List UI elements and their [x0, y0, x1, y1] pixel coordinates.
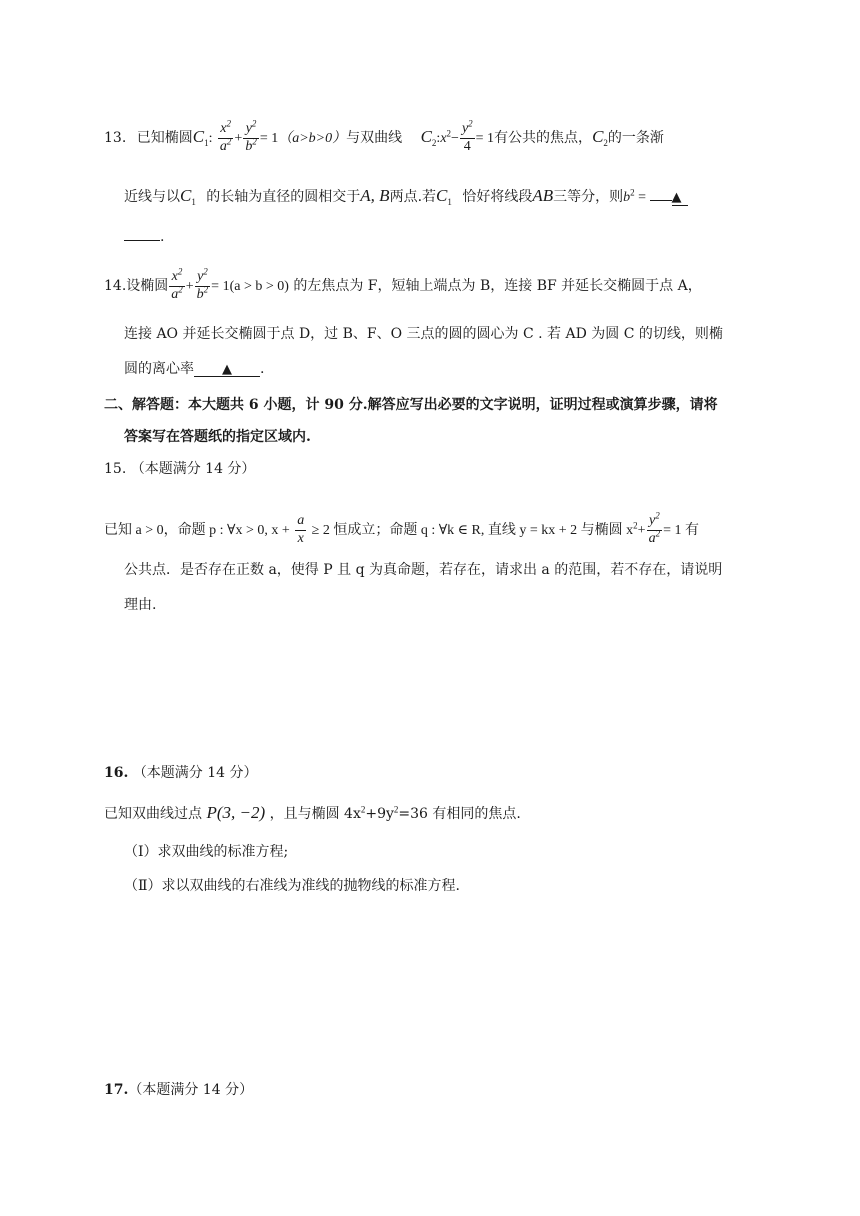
q17-header-rest: （本题满分 14 分）: [128, 1082, 254, 1098]
q13-line3: [124, 226, 164, 244]
equals: =: [634, 190, 650, 205]
q16-line1-d: =36 有相同的焦点.: [398, 806, 521, 822]
q16-part1: [124, 845, 288, 859]
answer-blank-13b: [124, 226, 160, 241]
c2-subscript: 2: [431, 137, 437, 148]
q13-intro: 已知椭圆: [136, 130, 193, 147]
plus: +: [234, 131, 243, 147]
q14-y2-over-b2: $\frac{y^2}{b^2}$: [196, 266, 209, 302]
minus: −: [451, 131, 459, 147]
exp-2: 2: [446, 128, 452, 139]
q16-line1-c: +9y: [365, 806, 394, 822]
points-ab: A, B: [360, 186, 390, 205]
c2-symbol: C: [420, 127, 432, 147]
section2-line2: [124, 430, 311, 444]
q14-end: .: [260, 361, 265, 377]
q15-line1-d: = 1 有: [663, 523, 699, 539]
colon: :: [208, 131, 213, 147]
q13-tail1b: 的一条渐: [607, 130, 664, 147]
q16-header: [104, 766, 258, 780]
q15-line3-text: 理由.: [124, 597, 157, 613]
section2-heading: 二、解答题：本大题共 6 小题，计 90 分.解答应写出必要的文字说明，证明过程或演算步骤，请将: [104, 397, 718, 413]
c1-subscript-3: 1: [447, 196, 452, 207]
section2-heading-2: 答案写在答题纸的指定区域内.: [124, 429, 311, 445]
c1-subscript: 1: [204, 137, 209, 148]
q15-line1-b: ≥ 2 恒成立；命题 q : ∀k ∈ R, 直线 y = kx + 2 与椭圆 x: [311, 523, 634, 539]
colon-2: :: [436, 131, 441, 147]
q13-end: .: [160, 229, 165, 245]
x2-over-a2: $\frac{x^2}{a^2}$: [219, 118, 232, 154]
q16-header-rest: （本题满分 14 分）: [132, 765, 258, 781]
q13-line2-c: 两点.若: [389, 189, 437, 205]
c2-symbol-2: C: [592, 127, 604, 147]
q13-number: 13.: [104, 130, 127, 147]
q17-number: 17.: [104, 1082, 129, 1098]
q15-line1-a: 已知 a > 0，命题 p : ∀x > 0, x +: [104, 523, 290, 539]
equals-one: = 1: [259, 131, 279, 147]
q14-intro: 设椭圆: [126, 278, 169, 295]
section2-line1: [104, 398, 718, 412]
q13-line2-e: 三等分，则: [553, 189, 624, 205]
c1-symbol: C: [192, 127, 205, 147]
hyperbola-intro: 与双曲线: [346, 130, 403, 147]
q16-line1-b: ，且与椭圆 4x: [269, 806, 361, 822]
q13-condition: （a>b>0）: [278, 131, 347, 147]
q15-plus: +: [637, 523, 646, 539]
q16-part1-text: （Ⅰ）求双曲线的标准方程;: [124, 844, 289, 860]
c1-symbol-3: C: [436, 186, 448, 205]
q14-condition: = 1(a > b > 0): [211, 279, 289, 295]
q15-line2-text: 公共点．是否存在正数 a，使得 P 且 q 为真命题，若存在，请求出 a 的范围，若不存在，请说明: [124, 562, 723, 578]
b-var: b: [623, 190, 631, 205]
q14-plus: +: [185, 279, 194, 295]
q13-line2-a: 近线与以: [124, 189, 180, 205]
y2-over-b2: $\frac{y^2}{b^2}$: [245, 118, 257, 154]
answer-blank-13a: [650, 186, 672, 201]
q13-line2-b: 的长轴为直径的圆相交于: [206, 189, 361, 205]
q16-part2: [124, 879, 460, 893]
c1-symbol-2: C: [180, 186, 192, 205]
q13-tail1: 有公共的焦点，: [494, 130, 593, 147]
q14-x2-over-a2: $\frac{x^2}{a^2}$: [171, 266, 183, 302]
q16-line1-a: 已知双曲线过点: [104, 806, 202, 822]
q16-part2-text: （Ⅱ）求以双曲线的右准线为准线的抛物线的标准方程.: [124, 878, 460, 894]
q14-line2-text: 连接 AO 并延长交椭圆于点 D，过 B、F、O 三点的圆的圆心为 C . 若 AD 为圆 C 的切线，则椭: [124, 326, 723, 342]
q15-header: [104, 462, 255, 476]
q13-line1: [104, 118, 664, 154]
q15-header-text: 15. （本题满分 14 分）: [104, 461, 256, 477]
q16-line1: [104, 804, 521, 821]
q14-line1: [104, 266, 702, 302]
y2-over-4: $\frac{y^2}{4}$: [461, 118, 473, 154]
triangle-marker-13: ▲: [672, 191, 688, 206]
q15-x-exp: 2: [633, 520, 638, 531]
q15-a-over-x: $\frac{a}{x}$: [297, 513, 305, 546]
q15-line1: [104, 510, 699, 546]
q13-line2-d: 恰好将线段: [462, 189, 533, 205]
q14-line2: [124, 327, 723, 341]
c2-subscript-2: 2: [603, 137, 608, 148]
point-p: P(3, −2): [206, 803, 266, 822]
q14-line1-rest: 的左焦点为 F，短轴上端点为 B，连接 BF 并延长交椭圆于点 A，: [293, 278, 702, 295]
x-var: x: [440, 131, 447, 147]
q15-line3: [124, 598, 156, 612]
q14-line3: [124, 362, 264, 377]
segment-ab: AB: [532, 186, 554, 205]
equals-one-2: = 1: [475, 131, 495, 147]
q16-y-exp: 2: [393, 804, 399, 815]
answer-blank-14: [194, 362, 260, 377]
q16-number: 16.: [104, 765, 129, 781]
q17-header: [104, 1083, 253, 1097]
b-exp: 2: [630, 187, 635, 198]
q14-number: 14.: [104, 278, 127, 295]
q13-line2: [124, 186, 688, 206]
q15-y2-over-a2: $\frac{y^2}{a^2}$: [648, 510, 661, 546]
q14-line3-text: 圆的离心率: [124, 361, 194, 377]
c1-subscript-2: 1: [191, 196, 196, 207]
triangle-marker-14: ▲: [222, 362, 232, 377]
q16-x-exp: 2: [360, 804, 366, 815]
q15-line2: [124, 563, 722, 577]
